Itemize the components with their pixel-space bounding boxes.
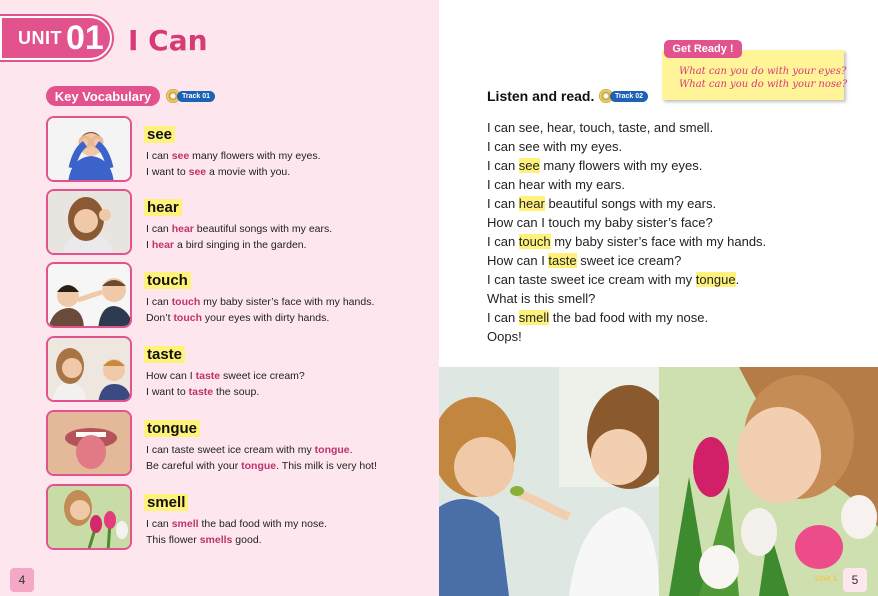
vocab-sentence: I want to see a movie with you. [146, 166, 291, 178]
vocab-image-taste [46, 336, 132, 402]
reading-line: Oops! [487, 329, 522, 344]
vocab-sentence: Be careful with your tongue. This milk is very hot! [146, 460, 377, 472]
vocab-sentence: I can see many flowers with my eyes. [146, 150, 321, 162]
reading-line: I can see, hear, touch, taste, and smell. [487, 120, 714, 135]
vocab-image-tongue [46, 410, 132, 476]
reading-passage [487, 118, 867, 346]
vocab-word: tongue [144, 420, 200, 437]
reading-line: I can hear beautiful songs with my ears. [487, 196, 717, 211]
get-ready-label: Get Ready ! [664, 40, 742, 58]
vocab-sentence: I can hear beautiful songs with my ears. [146, 223, 333, 235]
vocab-image-touch [46, 262, 132, 328]
reading-line: What is this smell? [487, 291, 596, 306]
vocab-word: touch [144, 272, 191, 289]
vocab-item-smell [46, 484, 426, 550]
vocab-item-touch [46, 262, 426, 328]
unit-title: I Can [128, 24, 208, 57]
vocab-word: taste [144, 346, 185, 363]
page-number-right: 5 [843, 568, 867, 592]
photo-girl-smelling-tulips [659, 367, 878, 596]
track-02-button[interactable] [599, 89, 648, 103]
vocab-image-smell [46, 484, 132, 550]
reading-line: I can see with my eyes. [487, 139, 623, 154]
reading-line: How can I touch my baby sister’s face? [487, 215, 713, 230]
vocab-sentence: This flower smells good. [146, 534, 262, 546]
unit-badge [0, 16, 112, 60]
get-ready-question: What can you do with your nose? [679, 79, 848, 90]
vocab-sentence: I hear a bird singing in the garden. [146, 239, 307, 251]
page-number-left: 4 [10, 568, 34, 592]
reading-line: I can touch my baby sister’s face with my hands. [487, 234, 767, 249]
track-01-button[interactable] [166, 89, 215, 103]
track-02-label: Track 02 [610, 91, 648, 102]
photo-boy-and-girl [439, 367, 659, 596]
vocab-image-hear [46, 189, 132, 255]
reading-line: I can smell the bad food with my nose. [487, 310, 709, 325]
vocab-sentence: I can taste sweet ice cream with my tongue. [146, 444, 353, 456]
reading-line: I can taste sweet ice cream with my tongue. [487, 272, 740, 287]
get-ready-question: What can you do with your eyes? [679, 66, 847, 77]
unit-word: UNIT [18, 27, 62, 48]
vocab-word: smell [144, 494, 188, 511]
reading-line: I can see many flowers with my eyes. [487, 158, 703, 173]
vocab-image-see [46, 116, 132, 182]
vocab-word: hear [144, 199, 182, 216]
vocab-item-taste [46, 336, 426, 402]
unit-number: 01 [66, 19, 104, 57]
vocab-sentence: I want to taste the soup. [146, 386, 260, 398]
vocab-sentence: I can smell the bad food with my nose. [146, 518, 327, 530]
vocab-item-tongue [46, 410, 426, 476]
reading-line: How can I taste sweet ice cream? [487, 253, 682, 268]
reading-line: I can hear with my ears. [487, 177, 625, 192]
vocab-sentence: How can I taste sweet ice cream? [146, 370, 305, 382]
vocab-word: see [144, 126, 175, 143]
vocab-item-see [46, 116, 426, 182]
vocab-sentence: I can touch my baby sister’s face with my hands. [146, 296, 375, 308]
listen-and-read-title: Listen and read. [487, 88, 595, 104]
unit-footer: Unit 1 [815, 574, 838, 583]
right-page [439, 0, 878, 596]
vocab-sentence: Don’t touch your eyes with dirty hands. [146, 312, 330, 324]
vocab-item-hear [46, 189, 426, 255]
track-01-label: Track 01 [177, 91, 215, 102]
key-vocabulary-label: Key Vocabulary [46, 86, 160, 106]
